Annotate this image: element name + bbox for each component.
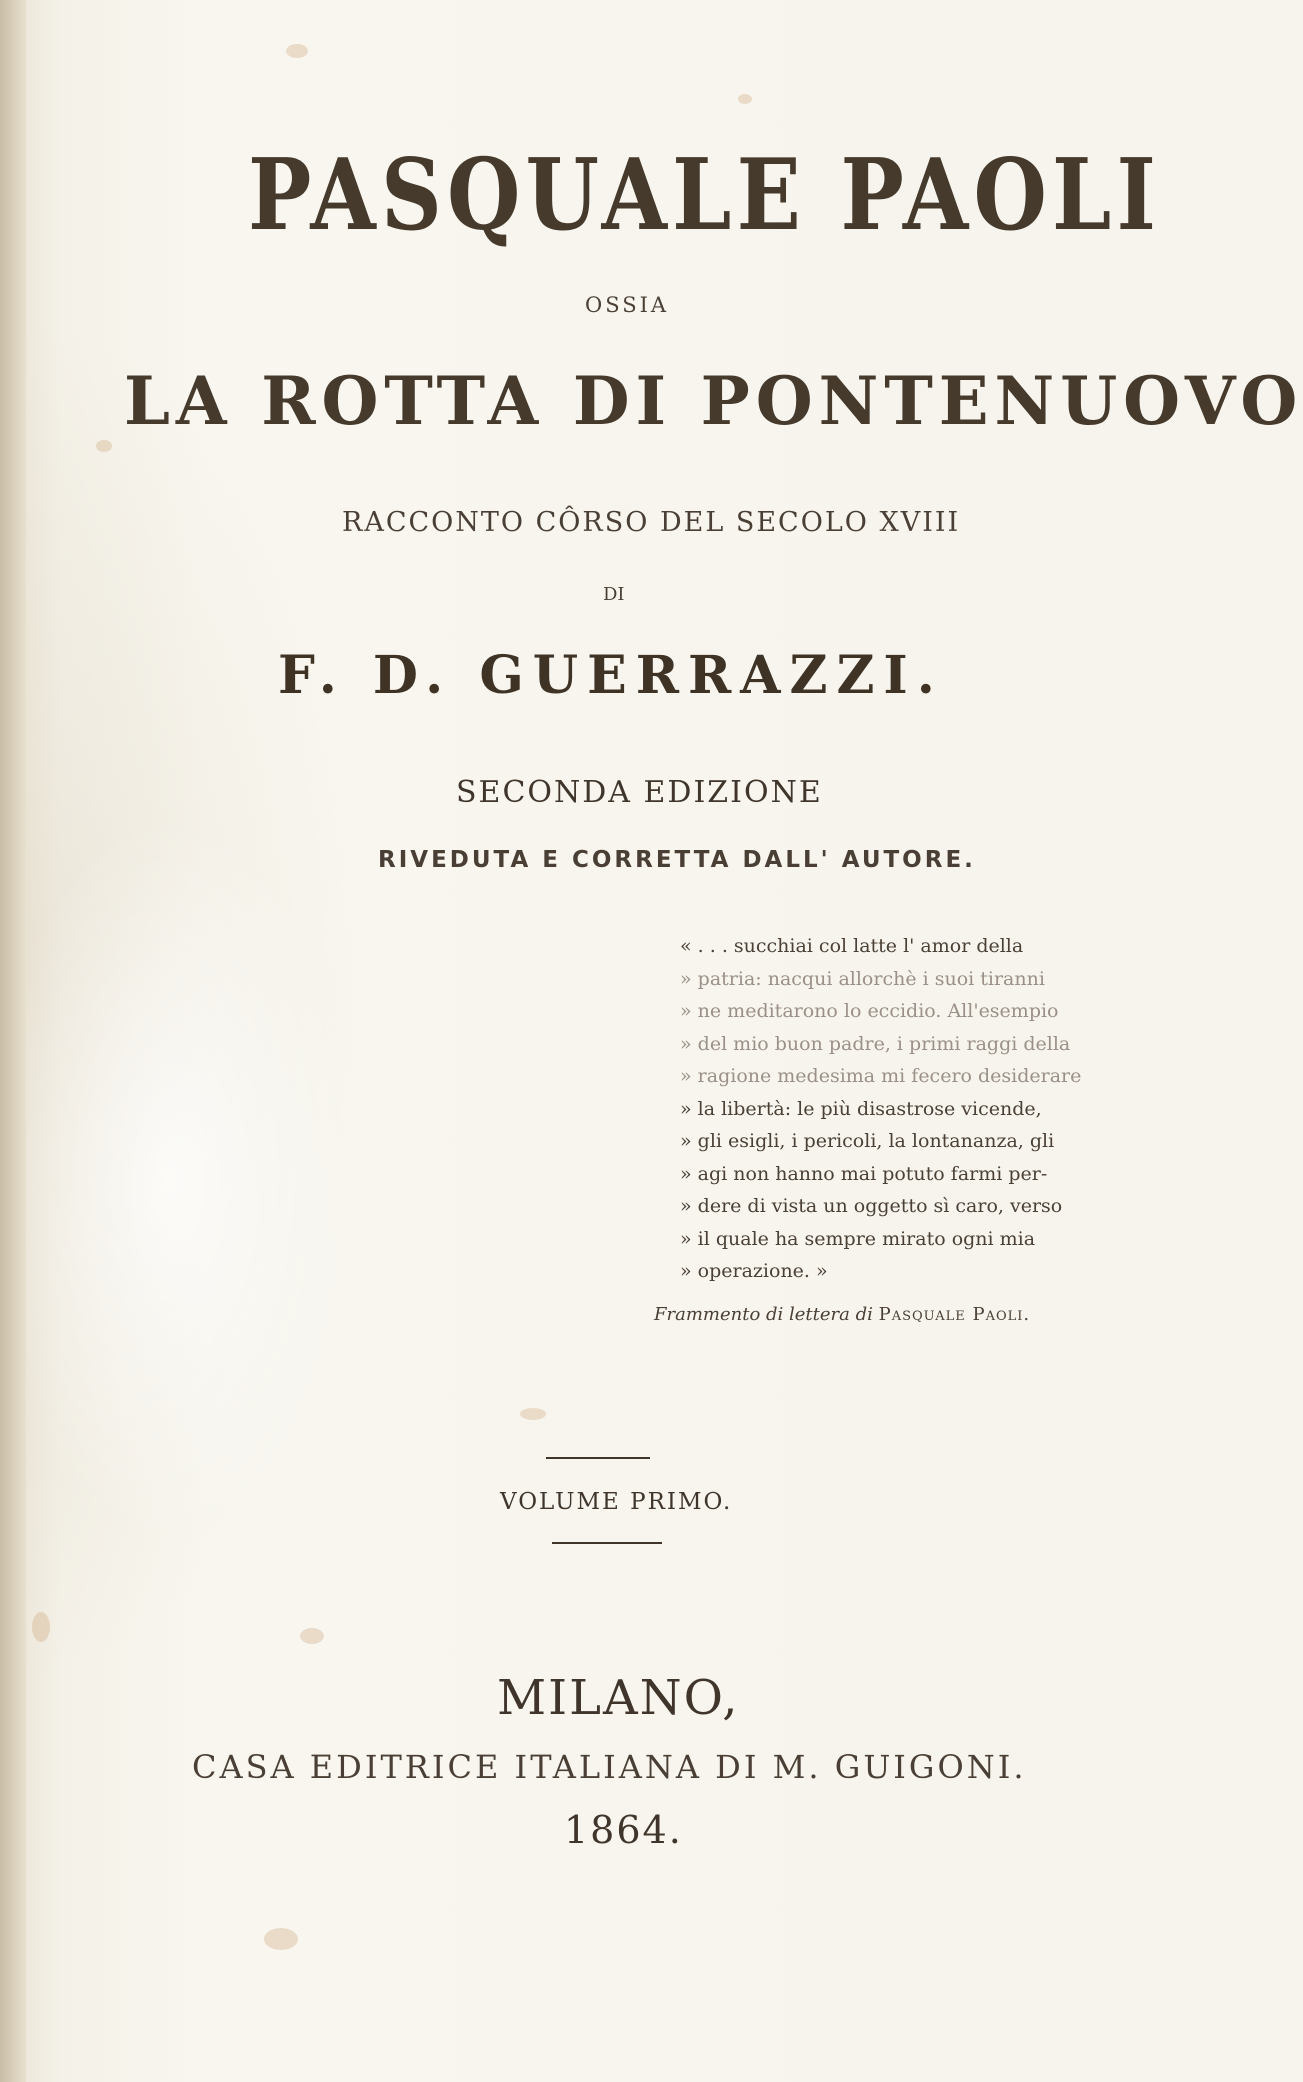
- book-description: RACCONTO CÔRSO DEL SECOLO XVIII: [342, 507, 961, 538]
- epigraph-line: » agi non hanno mai potuto farmi per-: [680, 1162, 1048, 1185]
- publication-city: MILANO,: [497, 1670, 740, 1726]
- attribution-prefix: Frammento di lettera di: [654, 1304, 873, 1325]
- book-title: PASQUALE PAOLI: [248, 138, 1162, 253]
- epigraph-line: » la libertà: le più disastrose vicende,: [680, 1097, 1042, 1120]
- epigraph: [680, 930, 1102, 1288]
- foxing-stain: [300, 1628, 324, 1644]
- foxing-stain: [96, 440, 112, 452]
- epigraph-line: » ragione medesima mi fecero desiderare: [680, 1065, 1082, 1087]
- epigraph-line: » il quale ha sempre mirato ogni mia: [680, 1227, 1036, 1250]
- attribution-name: Pasquale Paoli.: [878, 1304, 1031, 1325]
- book-alternate-title: LA ROTTA DI PONTENUOVO: [124, 362, 1303, 440]
- epigraph-line: » gli esigli, i pericoli, la lontananza, gli: [680, 1130, 1055, 1152]
- foxing-stain: [286, 44, 308, 58]
- foxing-stain: [520, 1408, 546, 1420]
- publisher-name: CASA EDITRICE ITALIANA DI M. GUIGONI.: [192, 1748, 1027, 1786]
- publication-year: 1864.: [564, 1808, 683, 1852]
- title-connector: OSSIA: [585, 293, 670, 317]
- edition-statement: SECONDA EDIZIONE: [456, 775, 823, 810]
- epigraph-line: » dere di vista un oggetto sì caro, verso: [680, 1195, 1063, 1217]
- revision-note: RIVEDUTA E CORRETTA DALL' AUTORE.: [378, 847, 976, 873]
- divider-rule: [552, 1542, 662, 1544]
- by-line: DI: [603, 584, 625, 605]
- volume-label: VOLUME PRIMO.: [500, 1489, 733, 1515]
- epigraph-line: » del mio buon padre, i primi raggi della: [680, 1032, 1071, 1055]
- foxing-stain: [32, 1612, 50, 1642]
- foxing-stain: [738, 94, 752, 104]
- author-name: F. D. GUERRAZZI.: [278, 645, 944, 706]
- epigraph-line: » ne meditarono lo eccidio. All'esempio: [680, 1000, 1059, 1022]
- foxing-stain: [264, 1928, 298, 1950]
- epigraph-line: » operazione. »: [680, 1260, 828, 1282]
- epigraph-attribution: [654, 1304, 1030, 1325]
- epigraph-line: » patria: nacqui allorchè i suoi tiranni: [680, 967, 1045, 990]
- epigraph-line: « . . . succhiai col latte l' amor della: [680, 935, 1024, 957]
- divider-rule: [546, 1457, 650, 1459]
- page-spine-edge: [0, 0, 26, 2082]
